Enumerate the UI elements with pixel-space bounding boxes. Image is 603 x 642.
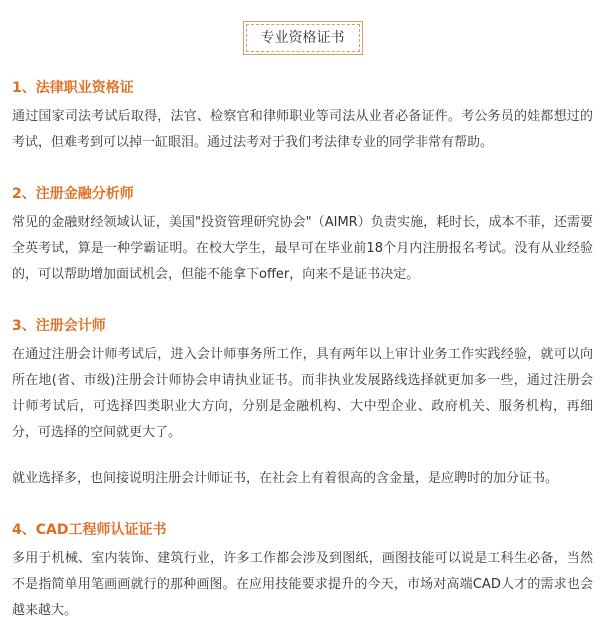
section-paragraph: 多用于机械、室内装饰、建筑行业，许多工作都会涉及到图纸，画图技能可以说是工科生必备，当然不是指简单用笔画画就行的那种画图。在应用技能要求提升的今天，市场对高端CAD人才的需求也会越来越大。 (12, 551, 593, 618)
section-paragraph: 通过国家司法考试后取得，法官、检察官和律师职业等司法从业者必备证件。考公务员的娃都想过的考试，但难考到可以掉一缸眼泪。通过法考对于我们考法律专业的同学非常有帮助。 (12, 109, 593, 150)
title-frame (243, 21, 363, 55)
section-paragraph: 在通过注册会计师考试后，进入会计师事务所工作，具有两年以上审计业务工作实践经验，就可以向所在地(省、市级)注册会计师协会申请执业证书。而非执业发展路线选择就更加多一些，通过注册会计师考试后，可选择四类职业大方向，分别是金融机构、大中型企业、政府机关、服务机构，再细分，可选择的空间就更大了。 (12, 347, 593, 440)
section-heading: 2、注册金融分析师 (12, 186, 134, 202)
section-paragraph: 就业选择多，也间接说明注册会计师证书，在社会上有着很高的含金量，是应聘时的加分证书。 (12, 471, 559, 486)
section-paragraph: 常见的金融财经领域认证，美国"投资管理研究协会"（AIMR）负责实施，耗时长，成本不菲，还需要全英考试，算是一种学霸证明。在校大学生，最早可在毕业前18个月内注册报名考试。没有从业经验的，可以帮助增加面试机会，但能不能拿下offer，向来不是证书决定。 (12, 215, 593, 282)
section-3 (12, 316, 593, 492)
section-1 (12, 78, 593, 156)
section-4 (12, 520, 593, 624)
section-heading: 4、CAD工程师认证证书 (12, 522, 167, 538)
section-heading: 3、注册会计师 (12, 318, 106, 334)
section-2 (12, 184, 593, 288)
page-title: 专业资格证书 (246, 24, 360, 52)
title-area (12, 0, 593, 48)
section-heading: 1、法律职业资格证 (12, 80, 134, 96)
